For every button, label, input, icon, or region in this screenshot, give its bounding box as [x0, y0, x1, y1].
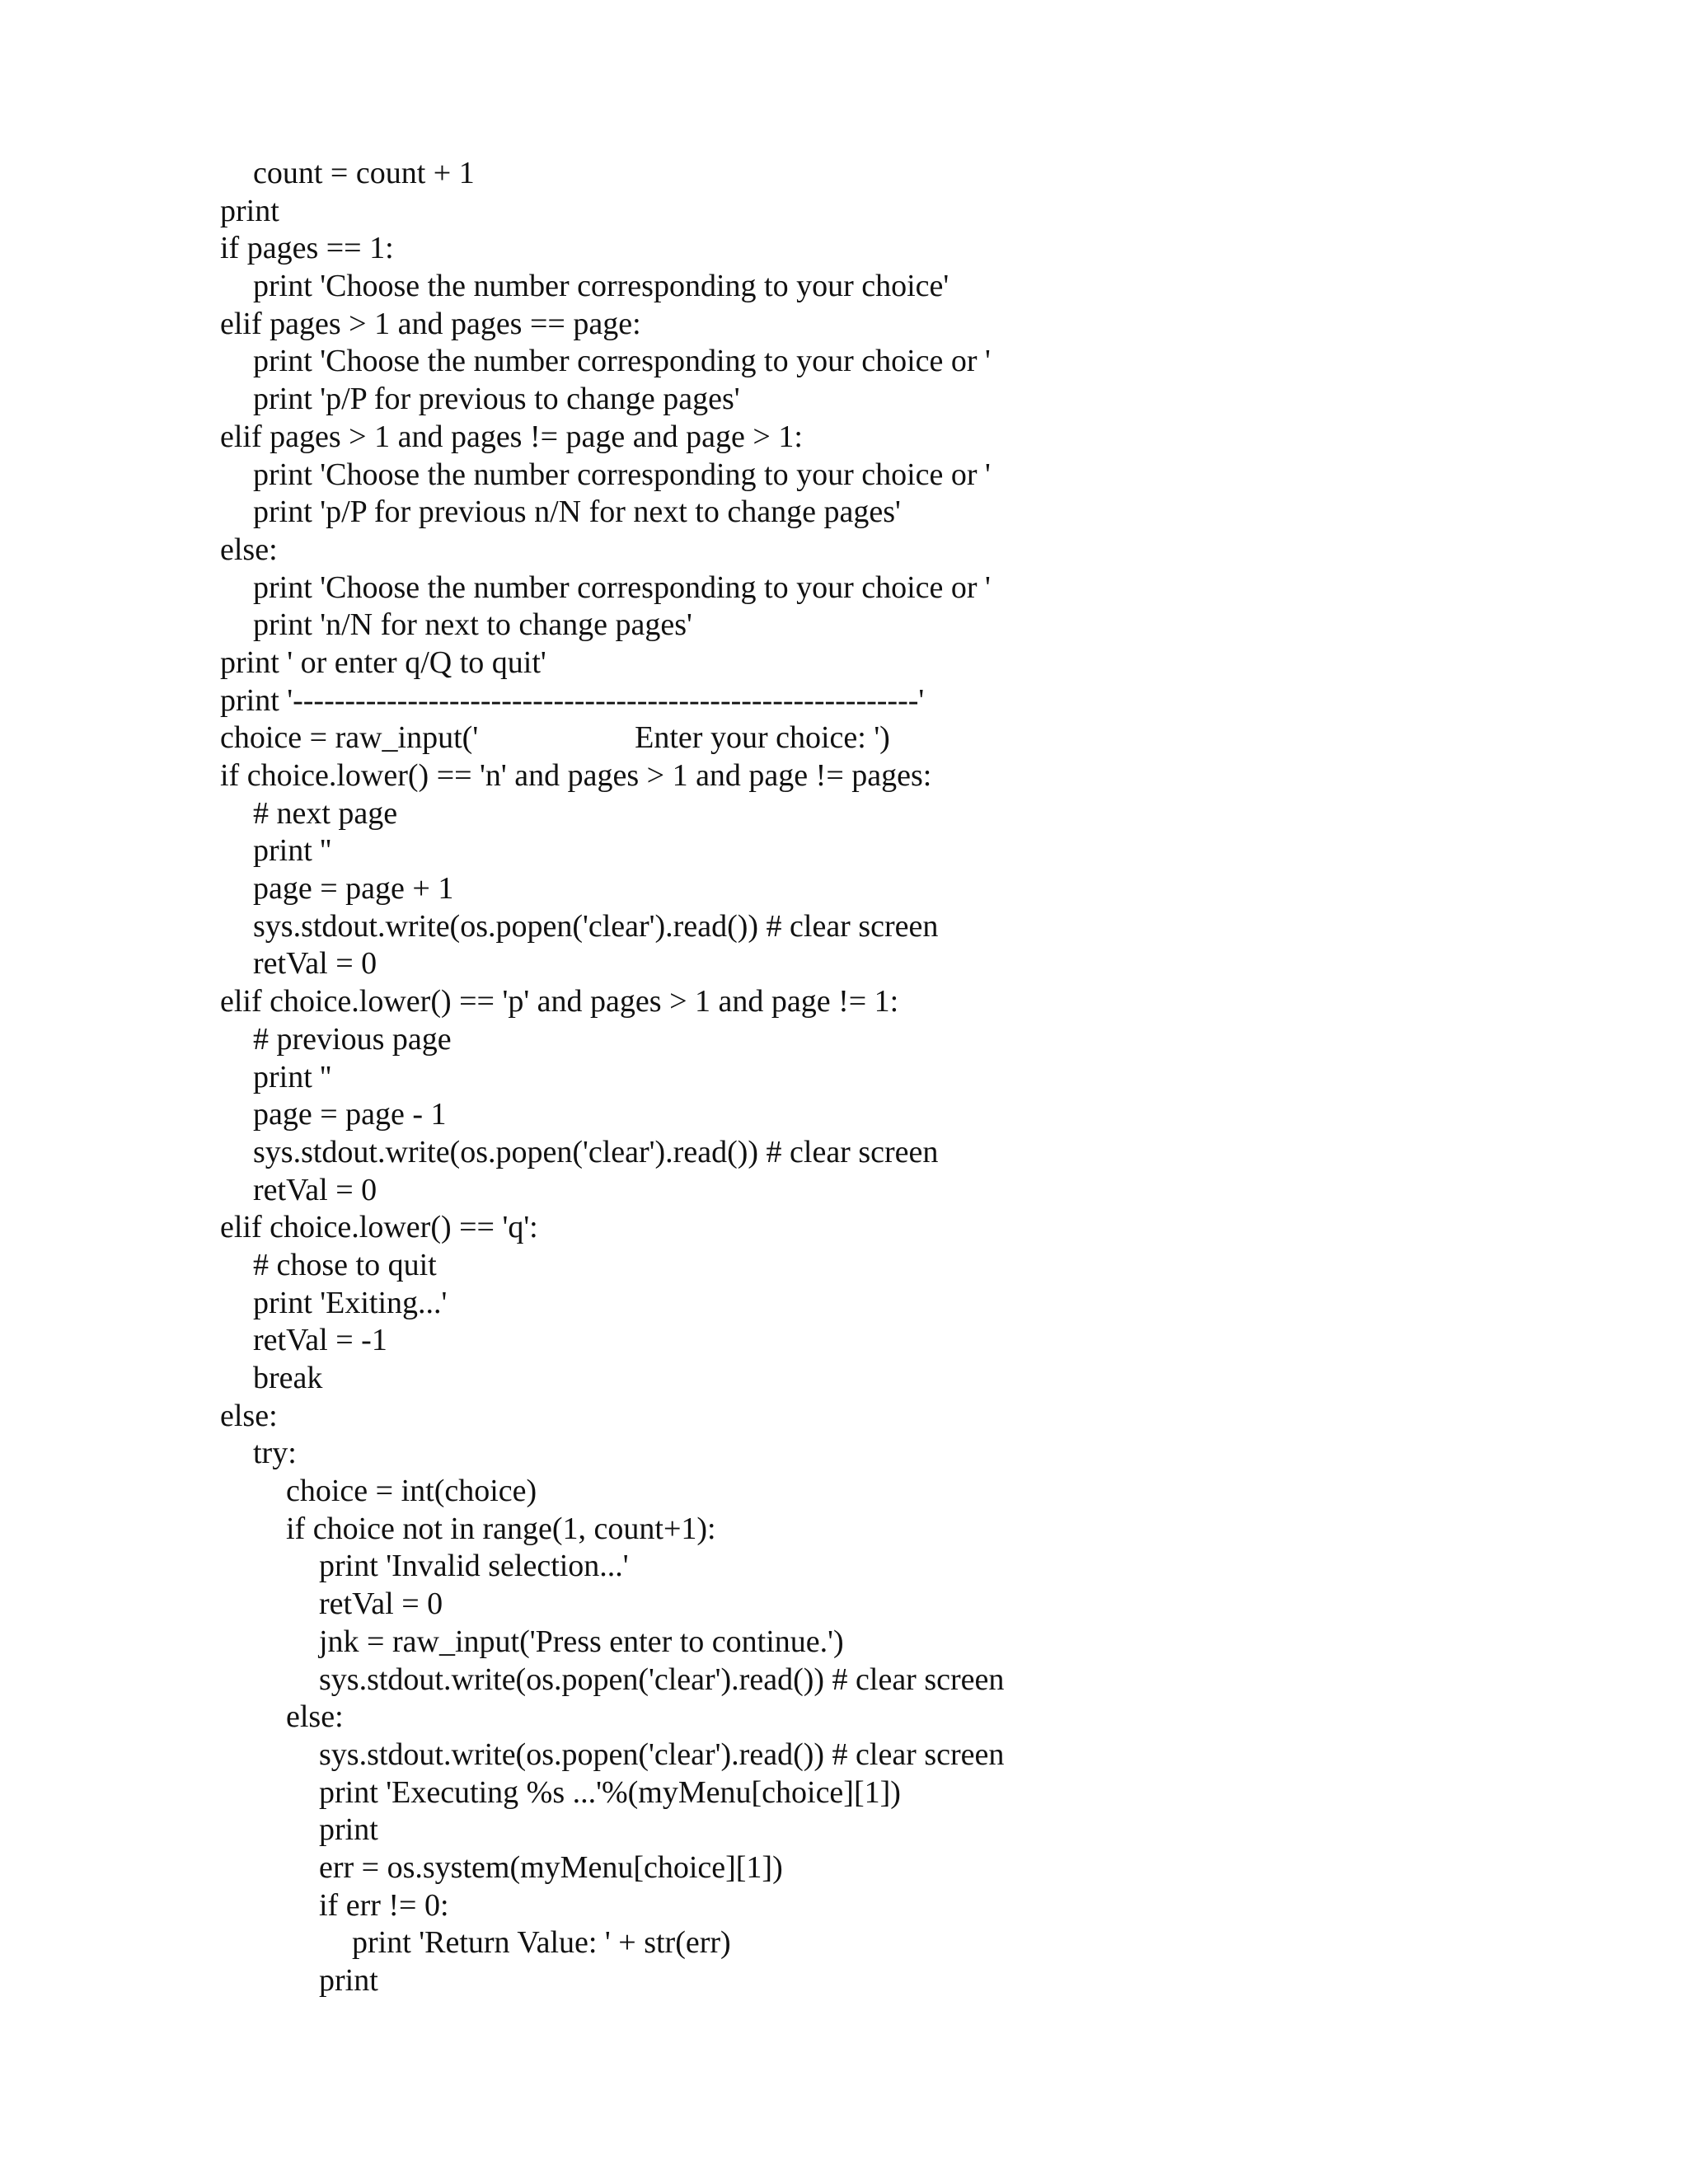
code-line: retVal = -1 — [253, 1323, 387, 1358]
code-line: print 'Exiting...' — [253, 1285, 448, 1320]
code-line: retVal = 0 — [253, 946, 377, 982]
code-line: print 'Choose the number corresponding to your choice or ' — [253, 344, 991, 379]
code-line: try: — [253, 1436, 297, 1471]
code-line: sys.stdout.write(os.popen('clear').read()) # clear screen — [319, 1736, 1005, 1772]
code-line: elif choice.lower() == 'p' and pages > 1 and page != 1: — [220, 984, 899, 1019]
code-line: if pages == 1: — [220, 231, 394, 266]
code-line: print — [319, 1812, 378, 1848]
code-line: elif choice.lower() == 'q': — [220, 1210, 538, 1245]
code-line: print 'n/N for next to change pages' — [253, 607, 692, 643]
code-line: choice = raw_input(' Enter your choice: ') — [220, 720, 890, 756]
code-line: print 'Choose the number corresponding to your choice or ' — [253, 457, 991, 492]
code-line: print ' or enter q/Q to quit' — [220, 644, 546, 680]
code-line: if choice not in range(1, count+1): — [286, 1511, 716, 1546]
code-line: sys.stdout.write(os.popen('clear').read()) # clear screen — [253, 908, 939, 944]
code-line: else: — [286, 1699, 344, 1735]
code-line: print 'Choose the number corresponding to your choice' — [253, 269, 950, 304]
code-line: jnk = raw_input('Press enter to continue.') — [319, 1624, 844, 1659]
code-line: print 'p/P for previous n/N for next to change pages' — [253, 494, 901, 530]
code-line: sys.stdout.write(os.popen('clear').read()) # clear screen — [253, 1134, 939, 1169]
code-line: elif pages > 1 and pages == page: — [220, 306, 641, 341]
code-line: retVal = 0 — [253, 1172, 377, 1207]
code-line: else: — [220, 1398, 278, 1433]
code-listing — [220, 155, 1621, 2000]
code-line: count = count + 1 — [253, 156, 475, 190]
code-line: elif pages > 1 and pages != page and page > 1: — [220, 419, 803, 454]
code-line: print 'Return Value: ' + str(err) — [352, 1925, 731, 1961]
code-line: print — [319, 1963, 378, 1998]
code-line: print — [220, 193, 279, 228]
code-line: page = page - 1 — [253, 1097, 447, 1132]
code-line: if choice.lower() == 'n' and pages > 1 and page != pages: — [220, 758, 932, 793]
code-line: print '' — [253, 833, 331, 869]
code-line: # next page — [253, 795, 398, 831]
code-line: # chose to quit — [253, 1247, 437, 1282]
code-line: break — [253, 1361, 323, 1395]
code-line: page = page + 1 — [253, 871, 454, 907]
code-line: choice = int(choice) — [286, 1474, 537, 1509]
code-line: print '------------------------------------------------------------' — [220, 682, 925, 718]
code-line: print '' — [253, 1059, 331, 1094]
code-line: else: — [220, 532, 278, 567]
code-line: # previous page — [253, 1021, 452, 1057]
code-line: err = os.system(myMenu[choice][1]) — [319, 1849, 783, 1885]
code-line: print 'p/P for previous to change pages' — [253, 382, 740, 417]
code-line: print 'Choose the number corresponding to your choice or ' — [253, 569, 991, 605]
code-line: sys.stdout.write(os.popen('clear').read()) # clear screen — [319, 1661, 1005, 1697]
code-line: if err != 0: — [319, 1887, 449, 1923]
code-line: retVal = 0 — [319, 1586, 443, 1622]
code-line: print 'Executing %s ...'%(myMenu[choice][1]) — [319, 1774, 901, 1810]
code-line: print 'Invalid selection...' — [319, 1549, 629, 1584]
